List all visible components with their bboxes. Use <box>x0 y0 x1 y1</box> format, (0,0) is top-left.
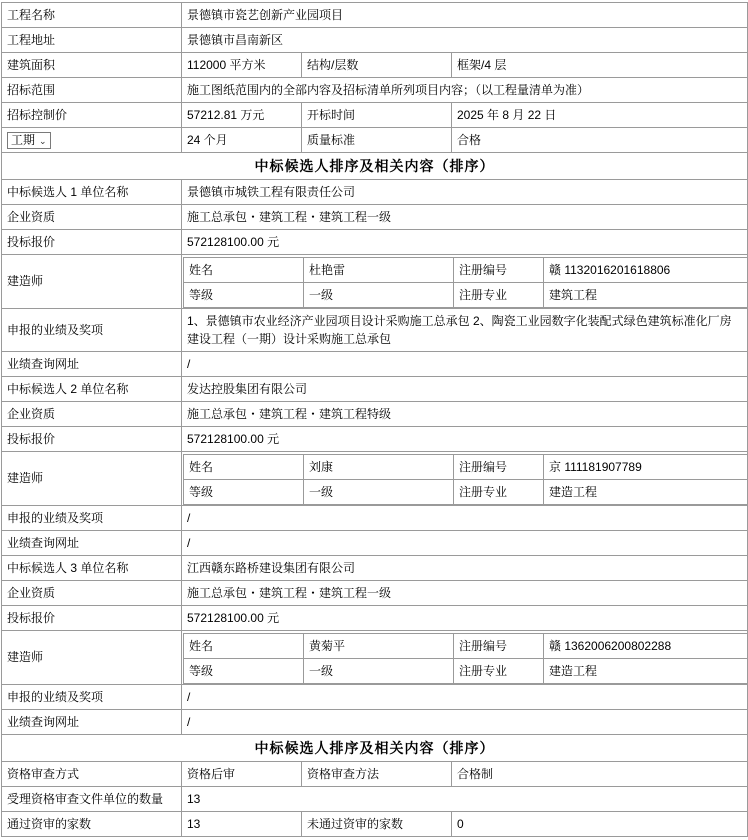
builder-grade-label: 等级 <box>184 659 304 684</box>
table-row <box>184 659 748 684</box>
table-row <box>2 78 748 103</box>
project-name-label: 工程名称 <box>2 3 182 28</box>
builder-regno-label: 注册编号 <box>454 258 544 283</box>
table-row <box>2 309 748 352</box>
builder-name-value: 黄菊平 <box>304 634 454 659</box>
candidate-3-performance-label: 申报的业绩及奖项 <box>2 685 182 710</box>
candidate-1-performance-value: 1、景德镇市农业经济产业园项目设计采购施工总承包 2、陶瓷工业园数字化装配式绿色建筑标准化厂房建设工程（一期）设计采购施工总承包 <box>182 309 748 352</box>
candidate-2-performance-label: 申报的业绩及奖项 <box>2 506 182 531</box>
candidate-1-bid-label: 投标报价 <box>2 230 182 255</box>
candidate-1-qualification-label: 企业资质 <box>2 205 182 230</box>
builder-grade-value: 一级 <box>304 480 454 505</box>
builder-major-value: 建筑工程 <box>544 283 748 308</box>
chevron-down-icon: ⌄ <box>39 135 47 146</box>
candidate-2-qualification-label: 企业资质 <box>2 402 182 427</box>
table-row <box>2 710 748 735</box>
project-address-value: 景德镇市昌南新区 <box>182 28 748 53</box>
open-time-label: 开标时间 <box>302 103 452 128</box>
table-row <box>2 153 748 180</box>
candidate-3-bid-label: 投标报价 <box>2 606 182 631</box>
candidate-3-performance-value: / <box>182 685 748 710</box>
table-row <box>2 53 748 78</box>
builder-regno-label: 注册编号 <box>454 634 544 659</box>
candidate-3-builder-label: 建造师 <box>2 631 182 685</box>
bid-scope-label: 招标范围 <box>2 78 182 103</box>
table-row <box>2 128 748 153</box>
table-row <box>184 283 748 308</box>
builder-major-label: 注册专业 <box>454 480 544 505</box>
builder-name-value: 杜艳雷 <box>304 258 454 283</box>
candidate-1-builder-label: 建造师 <box>2 255 182 309</box>
section-title-review: 中标候选人排序及相关内容（排序） <box>2 735 748 762</box>
table-row <box>184 634 748 659</box>
structure-floors-value: 框架/4 层 <box>452 53 748 78</box>
candidate-1-name-label: 中标候选人 1 单位名称 <box>2 180 182 205</box>
builder-regno-value: 赣 1132016201618806 <box>544 258 748 283</box>
candidate-3-qualification-value: 施工总承包・建筑工程・建筑工程一级 <box>182 581 748 606</box>
candidate-2-bid-value: 572128100.00 元 <box>182 427 748 452</box>
builder-name-label: 姓名 <box>184 258 304 283</box>
table-row <box>2 606 748 631</box>
builder-major-label: 注册专业 <box>454 283 544 308</box>
table-row <box>184 480 748 505</box>
candidate-2-url-value: / <box>182 531 748 556</box>
candidate-3-name-value: 江西赣东路桥建设集团有限公司 <box>182 556 748 581</box>
quality-standard-label: 质量标准 <box>302 128 452 153</box>
table-row <box>2 3 748 28</box>
candidate-3-builder-table <box>183 633 748 684</box>
building-area-value: 112000 平方米 <box>182 53 302 78</box>
builder-name-label: 姓名 <box>184 455 304 480</box>
candidate-1-builder-cell <box>182 255 748 309</box>
candidate-1-url-value: / <box>182 352 748 377</box>
candidate-1-name-value: 景德镇市城铁工程有限责任公司 <box>182 180 748 205</box>
duration-label: 工期 <box>11 132 36 147</box>
table-row <box>2 506 748 531</box>
builder-name-label: 姓名 <box>184 634 304 659</box>
builder-grade-label: 等级 <box>184 283 304 308</box>
builder-grade-value: 一级 <box>304 283 454 308</box>
candidate-3-qualification-label: 企业资质 <box>2 581 182 606</box>
candidate-3-url-label: 业绩查询网址 <box>2 710 182 735</box>
builder-regno-label: 注册编号 <box>454 455 544 480</box>
control-price-value: 57212.81 万元 <box>182 103 302 128</box>
candidate-1-url-label: 业绩查询网址 <box>2 352 182 377</box>
passed-review-value: 13 <box>182 812 302 837</box>
project-address-label: 工程地址 <box>2 28 182 53</box>
builder-major-value: 建造工程 <box>544 659 748 684</box>
candidate-2-builder-label: 建造师 <box>2 452 182 506</box>
builder-regno-value: 赣 1362006200802288 <box>544 634 748 659</box>
table-row <box>2 762 748 787</box>
duration-dropdown[interactable] <box>7 132 51 149</box>
candidate-3-bid-value: 572128100.00 元 <box>182 606 748 631</box>
builder-grade-label: 等级 <box>184 480 304 505</box>
candidate-2-bid-label: 投标报价 <box>2 427 182 452</box>
bid-scope-value: 施工图纸范围内的全部内容及招标清单所列项目内容；（以工程量清单为准） <box>182 78 748 103</box>
review-method-value: 资格后审 <box>182 762 302 787</box>
candidate-2-qualification-value: 施工总承包・建筑工程・建筑工程特级 <box>182 402 748 427</box>
section-title-candidates: 中标候选人排序及相关内容（排序） <box>2 153 748 180</box>
project-name-value: 景德镇市瓷艺创新产业园项目 <box>182 3 748 28</box>
main-table <box>1 2 748 837</box>
builder-grade-value: 一级 <box>304 659 454 684</box>
structure-floors-label: 结构/层数 <box>302 53 452 78</box>
open-time-value: 2025 年 8 月 22 日 <box>452 103 748 128</box>
table-row <box>2 452 748 506</box>
table-row <box>184 258 748 283</box>
candidate-1-qualification-value: 施工总承包・建筑工程・建筑工程一级 <box>182 205 748 230</box>
candidate-2-builder-table <box>183 454 748 505</box>
table-row <box>2 255 748 309</box>
table-row <box>2 402 748 427</box>
table-row <box>2 581 748 606</box>
table-row <box>2 685 748 710</box>
candidate-2-performance-value: / <box>182 506 748 531</box>
table-row <box>2 352 748 377</box>
table-row <box>2 556 748 581</box>
candidate-2-builder-cell <box>182 452 748 506</box>
candidate-3-name-label: 中标候选人 3 单位名称 <box>2 556 182 581</box>
building-area-label: 建筑面积 <box>2 53 182 78</box>
candidate-2-name-value: 发达控股集团有限公司 <box>182 377 748 402</box>
candidate-1-builder-table <box>183 257 748 308</box>
candidate-3-url-value: / <box>182 710 748 735</box>
quality-standard-value: 合格 <box>452 128 748 153</box>
builder-regno-value: 京 111181907789 <box>544 455 748 480</box>
review-approach-value: 合格制 <box>452 762 748 787</box>
table-row <box>2 631 748 685</box>
table-row <box>2 230 748 255</box>
failed-review-label: 未通过资审的家数 <box>302 812 452 837</box>
table-row <box>2 531 748 556</box>
candidate-1-bid-value: 572128100.00 元 <box>182 230 748 255</box>
failed-review-value: 0 <box>452 812 748 837</box>
table-row <box>2 427 748 452</box>
received-docs-count-value: 13 <box>182 787 748 812</box>
candidate-2-name-label: 中标候选人 2 单位名称 <box>2 377 182 402</box>
received-docs-count-label: 受理资格审查文件单位的数量 <box>2 787 182 812</box>
table-row <box>2 377 748 402</box>
duration-value: 24 个月 <box>182 128 302 153</box>
table-row <box>2 812 748 837</box>
builder-major-value: 建造工程 <box>544 480 748 505</box>
table-row <box>2 28 748 53</box>
candidate-3-builder-cell <box>182 631 748 685</box>
table-row <box>2 205 748 230</box>
control-price-label: 招标控制价 <box>2 103 182 128</box>
candidate-1-performance-label: 申报的业绩及奖项 <box>2 309 182 352</box>
review-method-label: 资格审查方式 <box>2 762 182 787</box>
review-approach-label: 资格审查方法 <box>302 762 452 787</box>
candidate-2-url-label: 业绩查询网址 <box>2 531 182 556</box>
table-row <box>2 735 748 762</box>
table-row <box>2 180 748 205</box>
table-row <box>2 103 748 128</box>
table-row <box>2 787 748 812</box>
passed-review-label: 通过资审的家数 <box>2 812 182 837</box>
table-row <box>184 455 748 480</box>
builder-major-label: 注册专业 <box>454 659 544 684</box>
builder-name-value: 刘康 <box>304 455 454 480</box>
duration-label-cell <box>2 128 182 153</box>
bid-result-document <box>0 2 748 837</box>
